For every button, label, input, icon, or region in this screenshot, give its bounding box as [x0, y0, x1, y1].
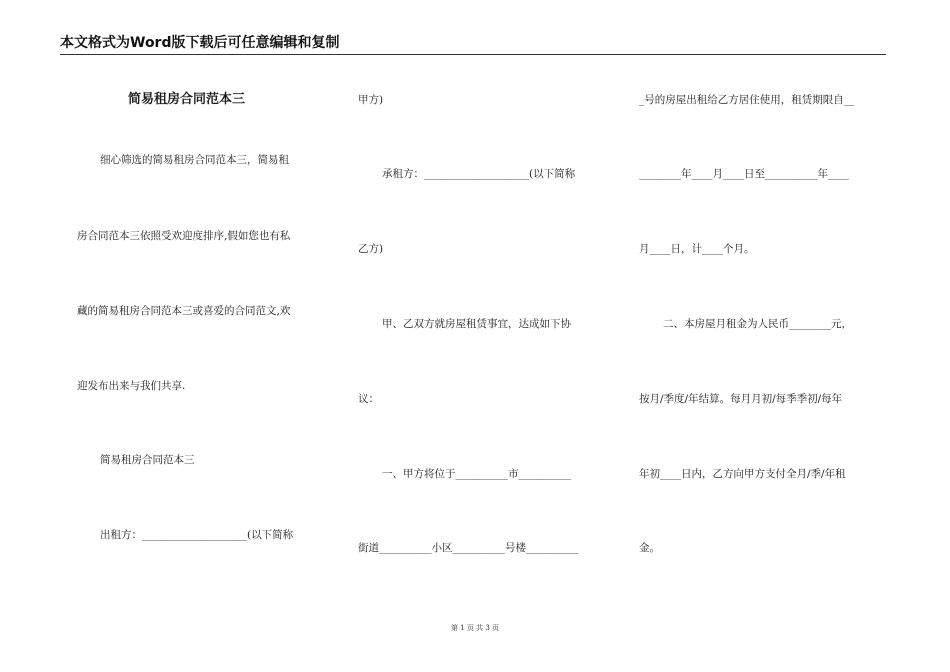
- paragraph-line: _号的房屋出租给乙方居住使用，租赁期限自__: [639, 94, 855, 106]
- paragraph-line: 细心筛选的简易租房合同范本三，简易租: [100, 154, 289, 166]
- paragraph-line: 藏的简易租房合同范本三或喜爱的合同范文,欢: [77, 305, 291, 317]
- paragraph-line: 月____日，计____个月。: [639, 243, 755, 255]
- text-column-3: [630, 0, 900, 672]
- text-column-2: [330, 0, 630, 672]
- text-column-1: [0, 0, 330, 672]
- paragraph-line: 乙方): [358, 243, 384, 255]
- paragraph-line: 按月/季度/年结算。每月月初/每季季初/每年: [639, 393, 843, 405]
- paragraph-line: 甲方): [358, 94, 384, 106]
- paragraph-line: 街道__________小区__________号楼__________: [358, 542, 579, 554]
- paragraph-line: 出租方：____________________(以下简称: [100, 529, 294, 541]
- section-heading: 简易租房合同范本三: [100, 454, 195, 466]
- document-title: 简易租房合同范本三: [128, 92, 246, 107]
- page-footer: 第 1 页 共 3 页: [450, 624, 500, 632]
- paragraph-line: 一、甲方将位于__________市__________: [382, 468, 571, 480]
- paragraph-line: 迎发布出来与我们共享.: [77, 380, 186, 392]
- paragraph-line: ________年____月____日至__________年____: [639, 168, 849, 180]
- paragraph-line: 房合同范本三依照受欢迎度排序,假如您也有私: [77, 230, 291, 242]
- paragraph-line: 甲、乙双方就房屋租赁事宜，达成如下协: [382, 318, 571, 330]
- header-title: 本文格式为Word版下载后可任意编辑和复制: [60, 35, 340, 51]
- paragraph-line: 年初____日内，乙方向甲方支付全月/季/年租: [639, 468, 846, 480]
- paragraph-line: 承租方：____________________(以下简称: [382, 168, 576, 180]
- paragraph-line: 金。: [639, 542, 660, 554]
- paragraph-line: 二、本房屋月租金为人民币________元，: [663, 318, 852, 330]
- paragraph-line: 议：: [358, 393, 379, 405]
